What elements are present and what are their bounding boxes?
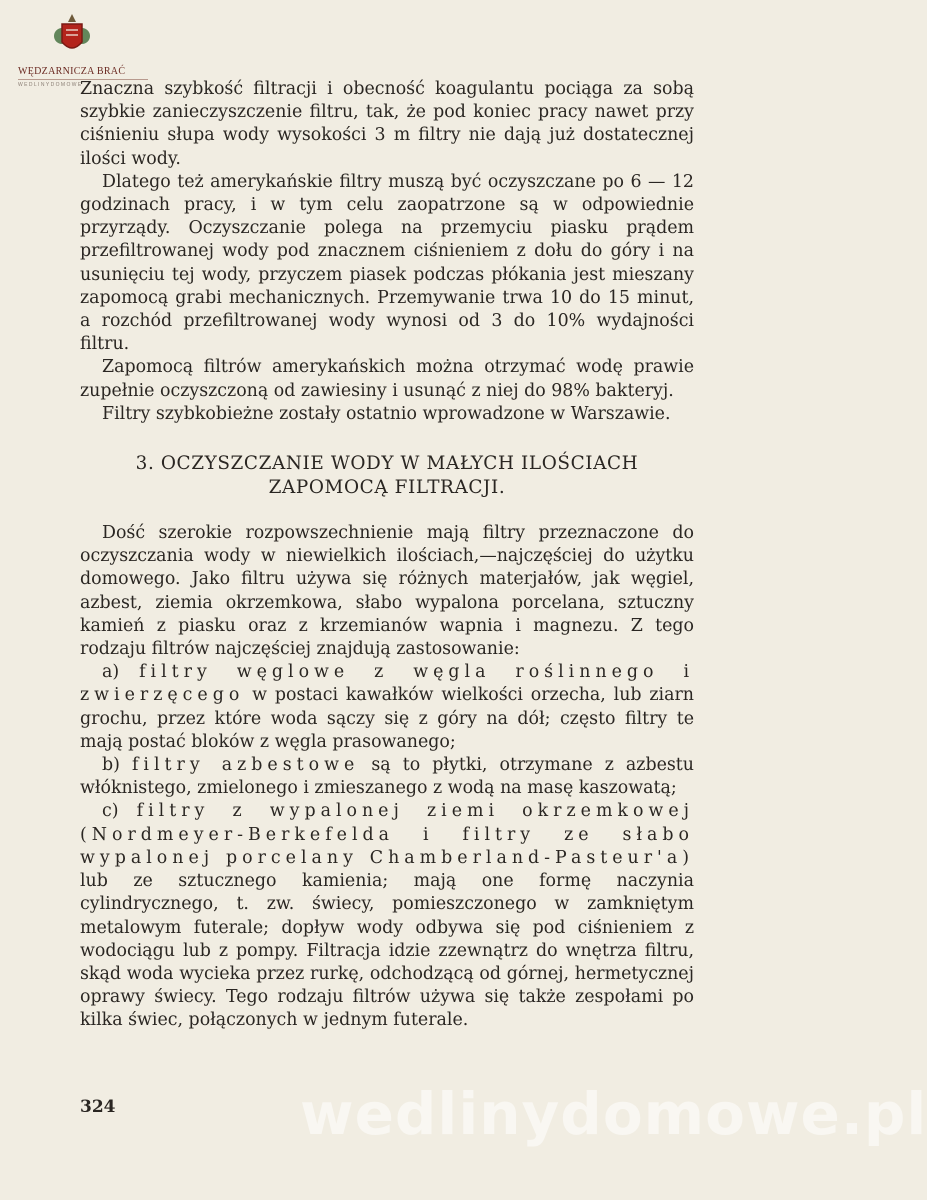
item-term: filtry z wypalonej ziemi okrzemkowej (Nordmeyer-Berkefelda bbox=[80, 801, 695, 845]
item-label: c) bbox=[102, 801, 119, 822]
page-text bbox=[80, 78, 694, 1033]
item-term: i filtry ze słabo wypalonej porcelany Chamberland-Pasteur'a) bbox=[80, 824, 694, 868]
item-text: w postaci kawałków wielkości orzecha, lub ziarn grochu, przez które woda sączy się z góry na dół; często filtry te mają postać bloków z węgla prasowanego; bbox=[80, 685, 694, 752]
paragraph: Znaczna szybkość filtracji i obecność koagulantu pociąga za sobą szybkie zanieczyszczenie filtru, tak, że pod koniec pracy nawet przy ciśnieniu słupa wody wysokości 3 m filtry nie dają już dostatecznej ilości wody. bbox=[80, 79, 694, 169]
brand-name: WĘDZARNICZA BRAĆ bbox=[18, 66, 148, 80]
paragraph: Zapomocą filtrów amerykańskich można otrzymać wodę prawie zupełnie oczyszczoną od zawiesiny i usunąć z niej do 98% bakteryj. bbox=[80, 357, 694, 401]
item-label: b) bbox=[102, 755, 120, 776]
heading-line-2: ZAPOMOCĄ FILTRACJI. bbox=[268, 477, 506, 499]
page-number: 324 bbox=[80, 1097, 116, 1117]
heading-line-1: 3. OCZYSZCZANIE WODY W MAŁYCH ILOŚCIACH bbox=[135, 453, 639, 475]
item-term: filtry węglowe z węgla roślinnego i zwierzęcego bbox=[80, 662, 695, 706]
watermark: wedlinydomowe.pl bbox=[300, 1080, 927, 1148]
paragraph: Filtry szybkobieżne zostały ostatnio wprowadzone w Warszawie. bbox=[102, 403, 671, 424]
brand-logo-icon bbox=[48, 10, 96, 60]
list-item-a bbox=[80, 661, 694, 754]
item-text: są to płytki, otrzymane z azbestu włóknistego, zmielonego i zmieszanego z wodą na masę kaszowatą; bbox=[80, 755, 694, 799]
paragraph: Dlatego też amerykańskie filtry muszą być oczyszczane po 6 — 12 godzinach pracy, i w tym celu zaopatrzone są w odpowiednie przyrządy. Oczyszczanie polega na przemyciu piasku prądem przefiltrowanej wody pod znacznem ciśnieniem z dołu do góry i na usunięciu tej wody, przyczem piasek podczas płókania jest mieszany zapomocą grabi mechanicznych. Przemywanie trwa 10 do 15 minut, a rozchód przefiltrowanej wody wynosi od 3 do 10% wydajności filtru. bbox=[80, 171, 694, 355]
paragraph: Dość szerokie rozpowszechnienie mają filtry przeznaczone do oczyszczania wody w niewielkich ilościach,—najczęściej do użytku domowego. Jako filtru używa się różnych materjałów, jak węgiel, azbest, ziemia okrzemkowa, słabo wypalona porcelana, sztuczny kamień z piasku oraz z krzemianów wapnia i magnezu. Z tego rodzaju filtrów najczęściej znajdują zastosowanie: bbox=[80, 523, 694, 660]
brand-subtitle: WEDLINYDOMOWE bbox=[18, 82, 83, 88]
list-item-b bbox=[80, 754, 694, 800]
list-item-c bbox=[80, 800, 694, 1032]
item-term: filtry azbestowe bbox=[132, 755, 360, 776]
section-heading bbox=[80, 452, 694, 500]
item-label: a) bbox=[102, 662, 120, 683]
item-text: lub ze sztucznego kamienia; mają one formę naczynia cylindrycznego, t. zw. świecy, pomieszczonego w zamkniętym metalowym futerale; dopływ wody odbywa się pod ciśnieniem z wodociągu lub z pompy. Filtracja idzie zzewnątrz do wnętrza filtru, skąd woda wycieka przez rurkę, odchodzącą od górnej, hermetycznej oprawy świecy. Tego rodzaju filtrów używa się także zespołami po kilka świec, połączonych w jednym futerale. bbox=[80, 871, 694, 1031]
